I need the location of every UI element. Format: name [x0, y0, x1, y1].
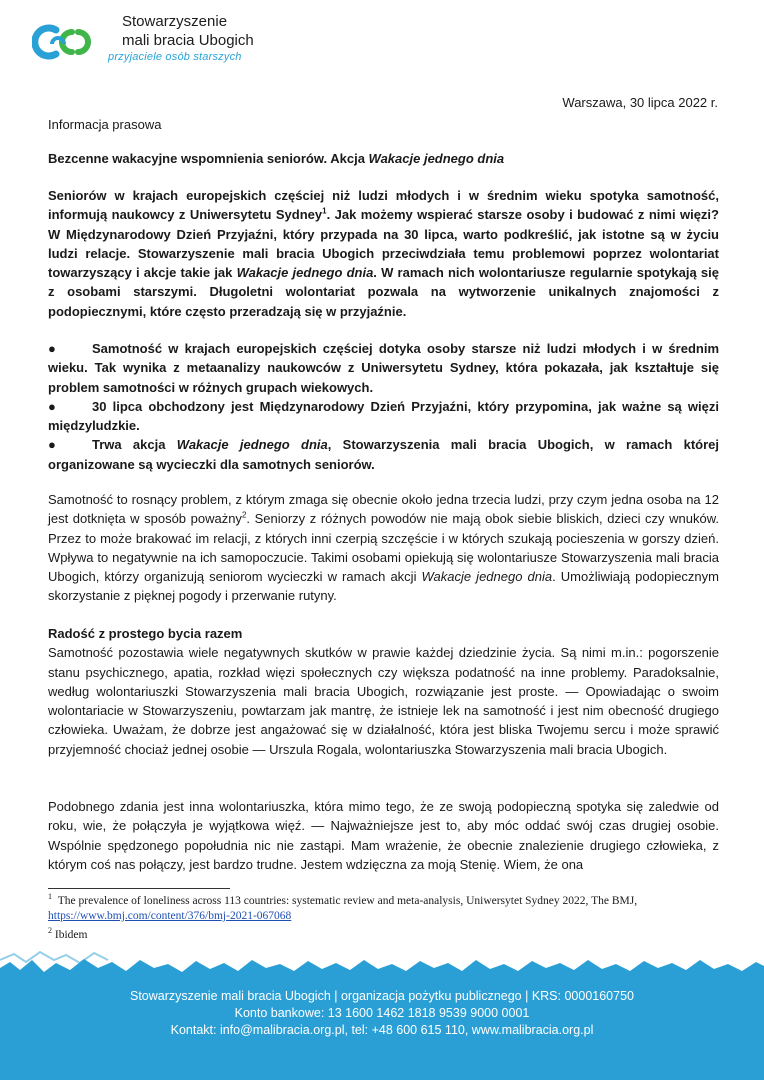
- bullet-icon: ●: [48, 341, 56, 356]
- title-text: Bezcenne wakacyjne wspomnienia seniorów. Akcja: [48, 151, 369, 166]
- section-paragraph: Samotność pozostawia wiele negatywnych skutków w prawie każdej dziedzinie życia. Są nimi m.in.: pogorszenie stanu psychicznego, apatia, rozkład więzi społecznych czy większa podatność na inne problemy. Paradoksalnie, według wolontariuszki Stowarzyszenia mali bracia Ubogich, rozwiązanie jest proste. — Opowiadając o swoim wolontariacie w Stowarzyszeniu, powtarzam jak mantrę, że istnieje lek na samotność i jest nim obecność drugiego człowieka. Uważam, że dobrze jest angażować się w działalność, która jest bliska Twojemu sercu i może sprawić przyjemność chociaż jednej osobie — Urszula Rogala, wolontariuszka Stowarzyszenia mali bracia Ubogich.: [48, 645, 719, 757]
- para1-text-c: . Umożliwiają podopiecznym skorzystanie z pięknej pogody i przerwanie rutyny.: [48, 569, 719, 604]
- footnote-number-1: 1: [48, 892, 52, 902]
- organization-logo: [30, 12, 270, 72]
- footer-line-bank-account: Konto bankowe: 13 1600 1462 1818 9539 9000 0001: [234, 1006, 530, 1020]
- bullet-text-3a: Trwa akcja: [92, 437, 177, 453]
- document-title: [48, 151, 504, 166]
- footnote-1-text: The prevalence of loneliness across 113 countries: systematic review and meta-analysis, Uniwersytet Sydney 2022, The BMJ,: [57, 895, 638, 907]
- footnote-2-text: Ibidem: [54, 929, 88, 941]
- para1-text-b: . Seniorzy z różnych powodów nie mają obok siebie bliskich, dzieci czy wnuków. Przez to może brakować im relacji, z których inni czerpią szczęście i w których szukają pocieszenia w gorszy dzień. Wpływa to negatywnie na ich samopoczucie. Takimi osobami opiekują się wolontariusze Stowarzyszenia mali bracia Ubogich, którzy organizują seniorom wycieczki w ramach akcji: [48, 511, 719, 585]
- lead-text-2: . Jak możemy wspierać starsze osoby i budować z nimi więzi? W Międzynarodowy Dzień Przyjaźni, który przypada na 30 lipca, warto podkreślić, jak istotne są w życiu ludzi relacje. Stowarzyszenie mali bracia Ubogich przeciwdziała temu problemowi poprzez wolontariat towarzyszący i akcje takie jak: [48, 207, 719, 281]
- lead-text-1: Seniorów w krajach europejskich częściej niż ludzi młodych i w średnim wieku spotyka samotność, informują naukowcy z Uniwersytetu Sydney: [48, 188, 719, 223]
- bullet-text-2: 30 lipca obchodzony jest Międzynarodowy Dzień Przyjaźni, który przypomina, jak ważne są więzi międzyludzkie.: [48, 398, 719, 434]
- key-points-list: [48, 339, 719, 474]
- footnote-link[interactable]: https://www.bmj.com/content/376/bmj-2021-067068: [48, 910, 292, 922]
- footnote-divider: [48, 888, 230, 889]
- footnote-number-2: 2: [48, 926, 52, 936]
- bullet-campaign-name: Wakacje jednego dnia: [176, 437, 328, 453]
- footer-contact-info: [0, 988, 764, 1039]
- title-campaign-name: Wakacje jednego dnia: [368, 151, 505, 166]
- organization-name-line2: mali bracia Ubogich: [122, 32, 254, 49]
- footnote-ref-1[interactable]: 1: [322, 206, 327, 216]
- lead-campaign-name: Wakacje jednego dnia: [236, 265, 374, 281]
- section-radosc: [48, 624, 719, 759]
- bullet-icon: ●: [48, 437, 56, 453]
- list-item: [48, 397, 719, 436]
- para1-campaign-name: Wakacje jednego dnia: [421, 569, 553, 585]
- organization-name-line1: Stowarzyszenie: [122, 13, 228, 30]
- bullet-icon: ●: [48, 398, 56, 414]
- section-heading: Radość z prostego bycia razem: [48, 626, 243, 641]
- para1-text-a: Samotność to rosnący problem, z którym zmaga się obecnie około jedna trzecia ludzi, przy czym jedna osoba na 12 jest dotknięta w sposób poważny: [48, 492, 719, 527]
- body-paragraph-1: [48, 490, 719, 606]
- footer-line-organization: Stowarzyszenie mali bracia Ubogich | organizacja pożytku publicznego | KRS: 0000160750: [129, 989, 634, 1003]
- footer-line-contact: Kontakt: info@malibracia.org.pl, tel: +48 600 615 110, www.malibracia.org.pl: [170, 1023, 594, 1037]
- organization-name: [122, 12, 254, 50]
- organization-tagline: przyjaciele osób starszych: [108, 51, 242, 63]
- lead-text-3: . W ramach nich wolontariusze regularnie spotykają się z osobami starszymi. Długoletni wolontariat pozwala na wytworzenie unikalnych znajomości z podopiecznymi, które często przeradzają się w przyjaźnie.: [48, 265, 719, 319]
- list-item: [48, 339, 719, 397]
- lead-paragraph: [48, 186, 719, 321]
- document-date: Warszawa, 30 lipca 2022 r.: [562, 95, 718, 110]
- bullet-text-1: Samotność w krajach europejskich częściej dotyka osoby starsze niż ludzi młodych i w średnim wieku. Tak wynika z metaanalizy naukowców z Uniwersytetu Sydney, która pokazała, jak kształtuje się problem samotności w różnych grupach wiekowych.: [48, 341, 719, 395]
- document-label: Informacja prasowa: [48, 117, 162, 132]
- logo-mark-icon: [32, 24, 102, 60]
- footnote-ref-2[interactable]: 2: [241, 510, 247, 520]
- list-item: [48, 435, 719, 474]
- footnote-1: [48, 894, 728, 924]
- bullet-text-3b: , Stowarzyszenia mali bracia Ubogich, w ramach której organizowane są wycieczki dla samotnych seniorów.: [48, 437, 719, 472]
- body-paragraph-3: Podobnego zdania jest inna wolontariuszka, która mimo tego, że ze swoją podopieczną spotyka się zaledwie od roku, wie, że połączyła je wyjątkowa więź. — Najważniejsze jest to, aby móc oddać swój czas drugiej osobie. Wspólnie spędzonego popołudnia nic nie zastąpi. Mam wrażenie, że obecnie znalezienie drugiego człowieka, z którym coś nas połączy, jest bardzo trudne. Jestem wdzięczna za moją Stenię. Wiem, że ona: [48, 799, 719, 872]
